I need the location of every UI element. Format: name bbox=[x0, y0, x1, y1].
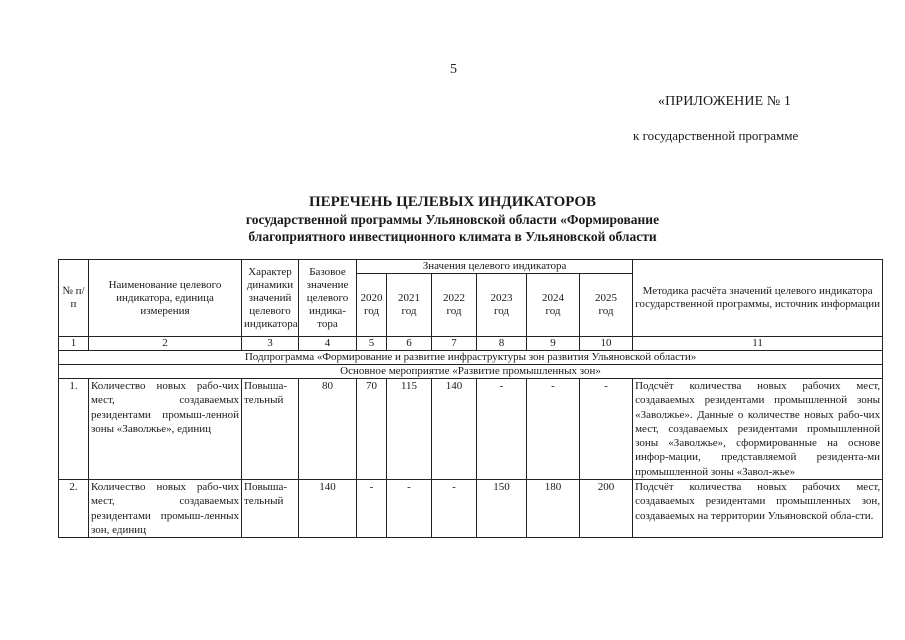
row-value-2021: 115 bbox=[387, 379, 432, 480]
row-value-2024: 180 bbox=[527, 480, 580, 538]
row-name: Количество новых рабо-чих мест, создаваемых резидентами промыш-ленных зон, единиц bbox=[89, 480, 242, 538]
row-value-2025: - bbox=[580, 379, 633, 480]
page-number: 5 bbox=[450, 62, 457, 77]
row-value-2024: - bbox=[527, 379, 580, 480]
header-values-group: Значения целевого индикатора bbox=[357, 260, 633, 274]
header-row-1 bbox=[59, 260, 883, 274]
row-name: Количество новых рабо-чих мест, создаваемых резидентами промыш-ленной зоны «Заволжье», единиц bbox=[89, 379, 242, 480]
row-value-2022: 140 bbox=[432, 379, 477, 480]
col-number: 3 bbox=[242, 337, 299, 351]
row-value-2023: 150 bbox=[477, 480, 527, 538]
row-value-2021: - bbox=[387, 480, 432, 538]
row-base: 80 bbox=[299, 379, 357, 480]
col-number: 1 bbox=[59, 337, 89, 351]
col-number: 5 bbox=[357, 337, 387, 351]
header-method: Методика расчёта значений целевого индикатора государственной программы, источник информации bbox=[633, 260, 883, 337]
header-year-2022: 2022 год bbox=[432, 274, 477, 337]
table-row bbox=[59, 480, 883, 538]
row-dynamics: Повыша-тельный bbox=[242, 379, 299, 480]
title-line-1: ПЕРЕЧЕНЬ ЦЕЛЕВЫХ ИНДИКАТОРОВ bbox=[308, 194, 597, 210]
col-number: 7 bbox=[432, 337, 477, 351]
header-num: № п/п bbox=[59, 260, 89, 337]
row-value-2025: 200 bbox=[580, 480, 633, 538]
appendix-subtitle: к государственной программе bbox=[633, 128, 799, 143]
row-num: 1. bbox=[59, 379, 89, 480]
header-year-2024: 2024 год bbox=[527, 274, 580, 337]
col-number: 11 bbox=[633, 337, 883, 351]
subprogram-title: Подпрограмма «Формирование и развитие инфраструктуры зон развития Ульяновской области» bbox=[59, 351, 883, 365]
column-numbers-row bbox=[59, 337, 883, 351]
document-title bbox=[0, 194, 905, 245]
header-base: Базовое значение целевого индика-тора bbox=[299, 260, 357, 337]
header-year-2023: 2023 год bbox=[477, 274, 527, 337]
header-year-2020: 2020 год bbox=[357, 274, 387, 337]
main-activity-row bbox=[59, 365, 883, 379]
row-value-2020: 70 bbox=[357, 379, 387, 480]
row-value-2022: - bbox=[432, 480, 477, 538]
row-value-2023: - bbox=[477, 379, 527, 480]
row-dynamics: Повыша-тельный bbox=[242, 480, 299, 538]
row-method: Подсчёт количества новых рабочих мест, создаваемых резидентами промышленных зон, создаваемых на территории Ульяновской обла-сти. bbox=[633, 480, 883, 538]
row-base: 140 bbox=[299, 480, 357, 538]
subprogram-row bbox=[59, 351, 883, 365]
header-dynamics: Характер динамики значений целевого индикатора bbox=[242, 260, 299, 337]
header-year-2021: 2021 год bbox=[387, 274, 432, 337]
row-num: 2. bbox=[59, 480, 89, 538]
col-number: 10 bbox=[580, 337, 633, 351]
row-value-2020: - bbox=[357, 480, 387, 538]
appendix-title: «ПРИЛОЖЕНИЕ № 1 bbox=[658, 94, 791, 109]
col-number: 6 bbox=[387, 337, 432, 351]
title-line-3: благоприятного инвестиционного климата в Ульяновской области bbox=[248, 229, 657, 244]
col-number: 9 bbox=[527, 337, 580, 351]
main-activity-title: Основное мероприятие «Развитие промышленных зон» bbox=[59, 365, 883, 379]
header-name: Наименование целевого индикатора, единица измерения bbox=[89, 260, 242, 337]
col-number: 8 bbox=[477, 337, 527, 351]
row-method: Подсчёт количества новых рабочих мест, создаваемых резидентами промышленной зоны «Заволжье». Данные о количестве новых рабо-чих мест, создаваемых резидентами промышленной зоны «Заволжье», сформированные на основе инфор-мации, представляемой резидента-ми промышленной зоны «Завол-жье» bbox=[633, 379, 883, 480]
title-line-2: государственной программы Ульяновской области «Формирование bbox=[245, 212, 660, 227]
col-number: 2 bbox=[89, 337, 242, 351]
indicators-table bbox=[58, 259, 883, 538]
header-year-2025: 2025 год bbox=[580, 274, 633, 337]
table-row bbox=[59, 379, 883, 480]
col-number: 4 bbox=[299, 337, 357, 351]
